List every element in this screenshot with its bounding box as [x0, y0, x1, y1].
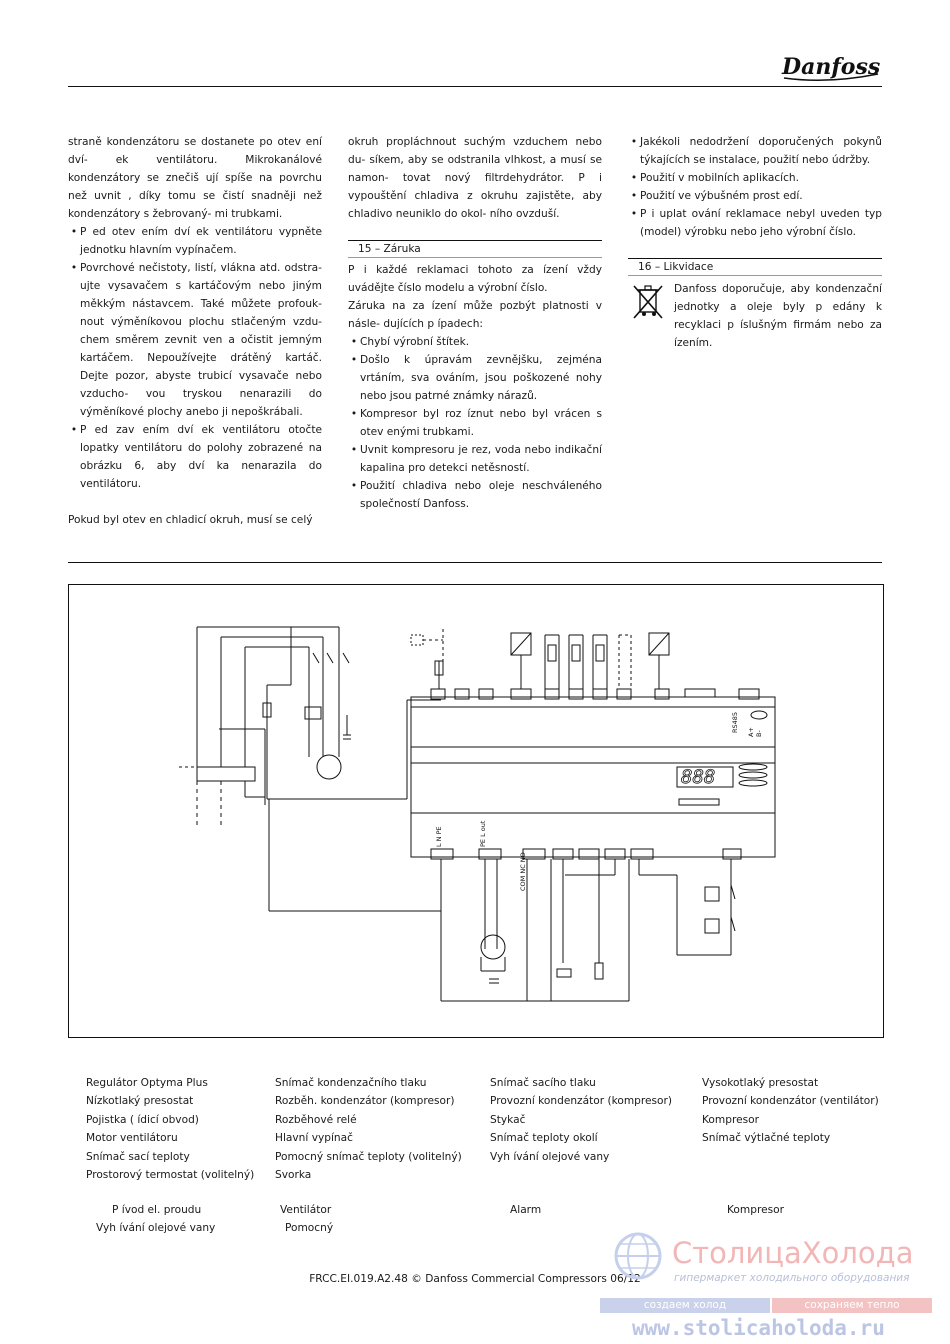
legend-item: Snímač sacího tlaku — [490, 1077, 596, 1089]
globe-icon — [612, 1230, 664, 1282]
lnpe-label: L N PE — [435, 826, 443, 847]
rs485-label: RS485 — [731, 711, 739, 733]
watermark — [612, 1228, 944, 1340]
list-item: • Kompresor byl roz íznut nebo byl vrácen s otev enými trubkami. — [350, 408, 602, 438]
watermark-name: СтолицаХолода — [672, 1236, 914, 1270]
wiring-diagram — [68, 584, 884, 1038]
group-col-3 — [510, 1201, 541, 1219]
watermark-url: www.stolicaholoda.ru — [632, 1316, 885, 1340]
disposal-text-block — [674, 280, 882, 352]
warranty-p2: Záruka na za ízení může pozbýt platnosti v násle- dujících p ípadech: — [348, 300, 602, 330]
com-nc-no-label: COM NC NO — [519, 852, 527, 891]
list-item: • Došlo k úpravám zevnějšku, zejména vrtáním, sva ováním, jsou poškozené nohy nebo jsou patrné známky nárazů. — [350, 354, 602, 402]
col1-outro: Pokud byl otev en chladicí okruh, musí se celý — [68, 514, 313, 526]
group-label: Ventilátor — [280, 1204, 332, 1216]
group-col-2 — [280, 1201, 333, 1238]
group-label: P ívod el. proudu — [112, 1204, 202, 1216]
section-title-disposal: 16 – Likvidace — [628, 258, 882, 276]
legend-item: Snímač výtlačné teploty — [702, 1132, 831, 1145]
list-item: • Chybí výrobní štítek. — [350, 336, 470, 348]
list-item: • P ed zav ením dví ek ventilátoru otočte lopatky ventilátoru do polohy zobrazené na obrázku 6, aby dví ka nenarazila do ventilátoru. — [70, 424, 322, 490]
group-label: Kompresor — [727, 1204, 784, 1216]
legend-item: Snímač sací teploty — [86, 1150, 190, 1163]
legend-item: Kompresor — [702, 1113, 759, 1126]
legend-col-2 — [275, 1074, 462, 1184]
list-item: • P ed otev ením dví ek ventilátoru vypněte jednotku hlavním vypínačem. — [70, 226, 322, 256]
group-label: Vyh ívání olejové vany — [96, 1222, 216, 1235]
watermark-slogan-2: сохраняем тепло — [772, 1298, 932, 1313]
section-title-warranty: 15 – Záruka — [348, 240, 602, 258]
legend-item: Motor ventilátoru — [86, 1132, 178, 1145]
legend-item: Provozní kondenzátor (ventilátor) — [702, 1095, 879, 1108]
column-1 — [68, 133, 322, 529]
column-2-warranty — [348, 261, 602, 513]
list-item: • Uvnit kompresoru je rez, voda nebo indikační kapalina pro detekci netěsností. — [350, 444, 602, 474]
column-2 — [348, 133, 602, 223]
legend-item: Rozběh. kondenzátor (kompresor) — [275, 1095, 455, 1108]
legend-item: Hlavní vypínač — [275, 1132, 353, 1145]
list-item: • Jakékoli nedodržení doporučených pokynů týkajících se instalace, použití nebo údržby. — [630, 136, 882, 166]
legend-item: Vyh ívání olejové vany — [490, 1150, 610, 1163]
wiring-diagram-svg — [69, 585, 883, 1037]
b-minus-label: B- — [755, 730, 763, 737]
group-col-4 — [727, 1201, 784, 1219]
legend-col-3 — [490, 1074, 672, 1166]
watermark-slogan-1: создаем холод — [600, 1298, 770, 1313]
danfoss-logo — [778, 44, 884, 86]
legend-item: Svorka — [275, 1169, 312, 1182]
header-rule — [68, 86, 882, 87]
legend-item: Provozní kondenzátor (kompresor) — [490, 1095, 673, 1108]
watermark-tagline: гипермаркет холодильного оборудования — [674, 1272, 910, 1284]
list-item: • Povrchové nečistoty, listí, vlákna atd. odstra- ujte vysavačem s kartáčovým nebo jiným měkkým nástavcem. Také můžete profouk- nout výměníkovou plochu stlačeným vzdu- chem směrem zevnit ven a očistit jemným kartáčem. Nepoužívejte drátěný kartáč. Dejte pozor, abyste trubicí vysavače nebo vzducho- vou tryskou nenarazili do výměníkové plochy anebo ji nepoškrábali. — [70, 262, 322, 418]
group-label: Alarm — [510, 1204, 542, 1216]
list-item: • Použití chladiva nebo oleje neschváleného společností Danfoss. — [350, 480, 602, 510]
col2-intro: okruh propláchnout suchým vzduchem nebo du- síkem, aby se odstranila vlhkost, a musí se namon- tovat nový filtrdehydrátor. P i vypouštění chladiva z okruhu zajistěte, aby chladivo neuniklo do okol- ního ovzduší. — [348, 136, 602, 220]
legend-col-1 — [86, 1074, 254, 1184]
list-item: • Použití ve výbušném prost edí. — [630, 190, 803, 202]
display-digits: 888 — [681, 766, 716, 788]
legend-item: Pomocný snímač teploty (volitelný) — [275, 1150, 462, 1163]
footer: FRCC.EI.019.A2.48 © Danfoss Commercial Compressors 06/12 — [309, 1273, 641, 1285]
legend-col-4 — [702, 1074, 879, 1148]
legend-item: Pojistka ( ídicí obvod) — [86, 1113, 199, 1126]
col1-intro: straně kondenzátoru se dostanete po otev ení dví- ek ventilátoru. Mikrokanálové kondenzátory se znečiš ují spíše na povrchu než uvnit , díky tomu se čistí snadněji než kondenzátory s žebrovaný- mi trubkami. — [68, 136, 322, 220]
warranty-p1: P i každé reklamaci tohoto za ízení vždy uvádějte číslo modelu a výrobní číslo. — [348, 264, 602, 294]
group-col-1 — [96, 1201, 215, 1238]
group-label: Pomocný — [285, 1222, 334, 1235]
legend-item: Nízkotlaký presostat — [86, 1095, 194, 1108]
legend-item: Vysokotlaký presostat — [702, 1077, 819, 1089]
a-plus-label: A+ — [747, 727, 755, 737]
brand-text: Danfoss — [782, 54, 881, 80]
legend-item: Rozběhové relé — [275, 1113, 357, 1126]
disposal-text: Danfoss doporučuje, aby kondenzační jednotky a oleje byly p edány k recyklaci p íslušným firmám nebo za ízením. — [674, 283, 882, 349]
legend-item: Snímač teploty okolí — [490, 1132, 598, 1145]
section-rule — [68, 562, 882, 563]
list-item: • Použití v mobilních aplikacích. — [630, 172, 800, 184]
crossed-bin-icon — [630, 282, 666, 322]
pe-l-out-label: PE L out — [479, 820, 487, 847]
list-item: • P i uplat ování reklamace nebyl uveden typ (model) výrobku nebo jeho výrobní číslo. — [630, 208, 882, 238]
column-3 — [628, 133, 882, 241]
legend-item: Snímač kondenzačního tlaku — [275, 1077, 427, 1089]
legend-item: Regulátor Optyma Plus — [86, 1077, 208, 1089]
legend-item: Prostorový termostat (volitelný) — [86, 1169, 255, 1182]
legend-item: Stykač — [490, 1113, 526, 1126]
